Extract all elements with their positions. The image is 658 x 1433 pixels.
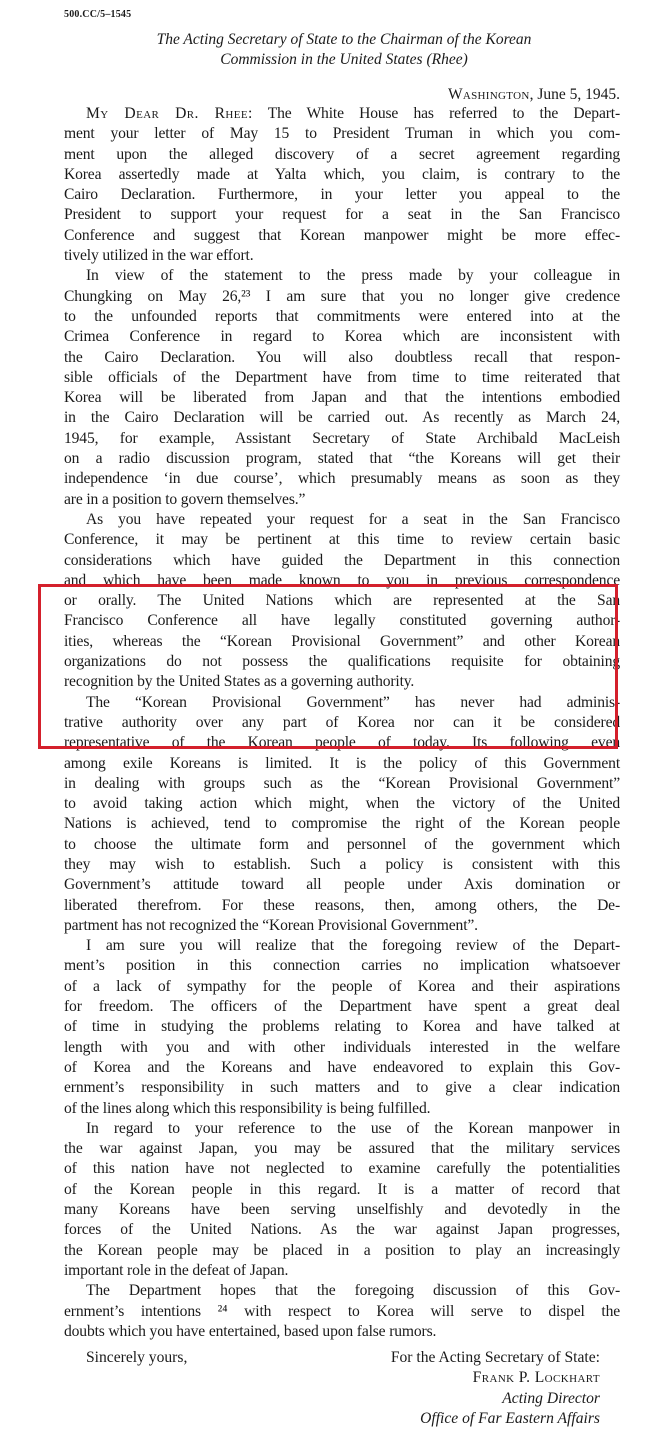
text-line: of the Korean people in this regard. It is a matter of record that — [64, 1180, 620, 1198]
text-line: or orally. The United Nations which are represented at the San — [64, 592, 620, 610]
text-line: ment’s position in this connection carries no implication whatsoever — [64, 957, 620, 975]
text-line: the Cairo Declaration. You will also doubtless recall that respon- — [64, 348, 620, 366]
letter-body — [64, 104, 620, 1342]
text-line: are in a position to govern themselves.” — [64, 490, 306, 508]
text-line: doubts which you have entertained, based upon false rumors. — [64, 1322, 437, 1340]
text-line: length with you and with other individuals interested in the welfare — [64, 1038, 620, 1056]
text-line: I am sure you will realize that the foregoing review of the Depart- — [86, 937, 620, 955]
text-line-content: The White House has referred to the Depart- — [252, 105, 620, 122]
text-line: The “Korean Provisional Government” has never had adminis- — [86, 693, 620, 711]
text-line: Conference, it may be pertinent at this time to review certain basic — [64, 531, 620, 549]
text-line: In regard to your reference to the use of the Korean manpower in — [86, 1119, 620, 1137]
signer-title: Acting Director — [502, 1389, 600, 1407]
text-line: Francisco Conference all have legally constituted governing author- — [64, 612, 620, 630]
title-line: The Acting Secretary of State to the Chairman of the Korean — [156, 31, 532, 48]
text-line: of the lines along which this responsibility is being fulfilled. — [64, 1099, 431, 1117]
salutation: My Dear Dr. Rhee: — [86, 105, 253, 122]
text-line: and which have been made known to you in previous correspondence — [64, 571, 620, 589]
text-line: liberated therefrom. For these reasons, then, among others, the De- — [64, 896, 620, 914]
text-line: Conference and suggest that Korean manpower might be more effec- — [64, 226, 620, 244]
text-line: for freedom. The officers of the Department have spent a great deal — [64, 998, 620, 1016]
text-line: Crimea Conference in regard to Korea which are inconsistent with — [64, 328, 620, 346]
text-line: Korea will be liberated from Japan and that the intentions embodied — [64, 389, 620, 407]
text-line: In view of the statement to the press made by your colleague in — [86, 267, 620, 285]
text-line: of time in studying the problems relating to Korea and have talked at — [64, 1018, 620, 1036]
text-line: Nations is achieved, tend to compromise the right of the Korean people — [64, 815, 620, 833]
text-line — [64, 104, 620, 124]
text-line: tively utilized in the war effort. — [64, 247, 254, 265]
text-line: forces of the United Nations. As the war against Japan progresses, — [64, 1221, 620, 1239]
text-line: representative of the Korean people of today. Its following even — [64, 734, 620, 752]
text-line: Government’s attitude toward all people under Axis domination or — [64, 876, 620, 894]
text-line: trative authority over any part of Korea nor can it be considered — [64, 713, 620, 731]
text-line: ment your letter of May 15 to President Truman in which you com- — [64, 125, 620, 143]
text-line: in the Cairo Declaration will be carried out. As recently as March 24, — [64, 409, 620, 427]
text-line: the Korean people may be placed in a position to play an increasingly — [64, 1241, 620, 1259]
text-line: Cairo Declaration. Furthermore, in your letter you appeal to the — [64, 186, 620, 204]
text-line: Chungking on May 26,²³ I am sure that you no longer give credence — [64, 287, 620, 305]
dateline-city: Washington — [447, 86, 530, 103]
text-line: to the unfounded reports that commitments were entered into at the — [64, 307, 620, 325]
text-line: ernment’s responsibility in such matters and to give a clear indication — [64, 1079, 620, 1097]
complimentary-close: Sincerely yours, — [86, 1349, 188, 1366]
text-line: they may wish to establish. Such a policy is consistent with this — [64, 855, 620, 873]
text-line: Korea assertedly made at Yalta which, you claim, is contrary to the — [64, 165, 620, 183]
text-line: of this nation have not neglected to examine carefully the potentialities — [64, 1160, 620, 1178]
text-line: to choose the ultimate form and personnel of the government which — [64, 835, 620, 853]
text-line: partment has not recognized the “Korean Provisional Government”. — [64, 916, 478, 934]
title-line: Commission in the United States (Rhee) — [220, 51, 468, 68]
text-line: recognition by the United States as a governing authority. — [64, 673, 415, 691]
text-line: As you have repeated your request for a seat in the San Francisco — [86, 510, 620, 528]
text-line: organizations do not possess the qualifications requisite for obtaining — [64, 653, 620, 671]
file-number: 500.CC/5–1545 — [64, 9, 132, 20]
text-line: the war against Japan, you may be assured that the military services — [64, 1140, 620, 1158]
document-title — [64, 30, 624, 70]
text-line: independence ‘in due course’, which presumably means as soon as they — [64, 470, 620, 488]
text-line: ment upon the alleged discovery of a secret agreement regarding — [64, 145, 620, 163]
dateline — [64, 85, 620, 105]
text-line: sible officials of the Department have from time to time reiterated that — [64, 368, 620, 386]
text-line: in dealing with groups such as the “Korean Provisional Government” — [64, 774, 620, 792]
text-line: considerations which have guided the Department in this connection — [64, 551, 620, 569]
text-line: ernment’s intentions ²⁴ with respect to Korea will serve to dispel the — [64, 1302, 620, 1320]
text-line: important role in the defeat of Japan. — [64, 1261, 289, 1279]
text-line: on a radio discussion program, stated that “the Koreans will get their — [64, 450, 620, 468]
signer-name: Frank P. Lockhart — [472, 1369, 600, 1387]
text-line: The Department hopes that the foregoing discussion of this Gov- — [86, 1282, 620, 1300]
text-line: to avoid taking action which might, when the victory of the United — [64, 795, 620, 813]
text-line: of a lack of sympathy for the people of Korea and their aspirations — [64, 977, 620, 995]
text-line: many Koreans have been serving unselfishly and devotedly in the — [64, 1201, 620, 1219]
text-line: President to support your request for a seat in the San Francisco — [64, 206, 620, 224]
text-line: of Korea and the Koreans and have endeavored to explain this Gov- — [64, 1058, 620, 1076]
dateline-date: , June 5, 1945. — [529, 86, 620, 103]
signer-office: Office of Far Eastern Affairs — [420, 1409, 600, 1427]
for-line: For the Acting Secretary of State: — [390, 1349, 600, 1366]
text-line: among exile Koreans is limited. It is the policy of this Government — [64, 754, 620, 772]
text-line: 1945, for example, Assistant Secretary of State Archibald MacLeish — [64, 429, 620, 447]
text-line: ities, whereas the “Korean Provisional Government” and other Korean — [64, 632, 620, 650]
